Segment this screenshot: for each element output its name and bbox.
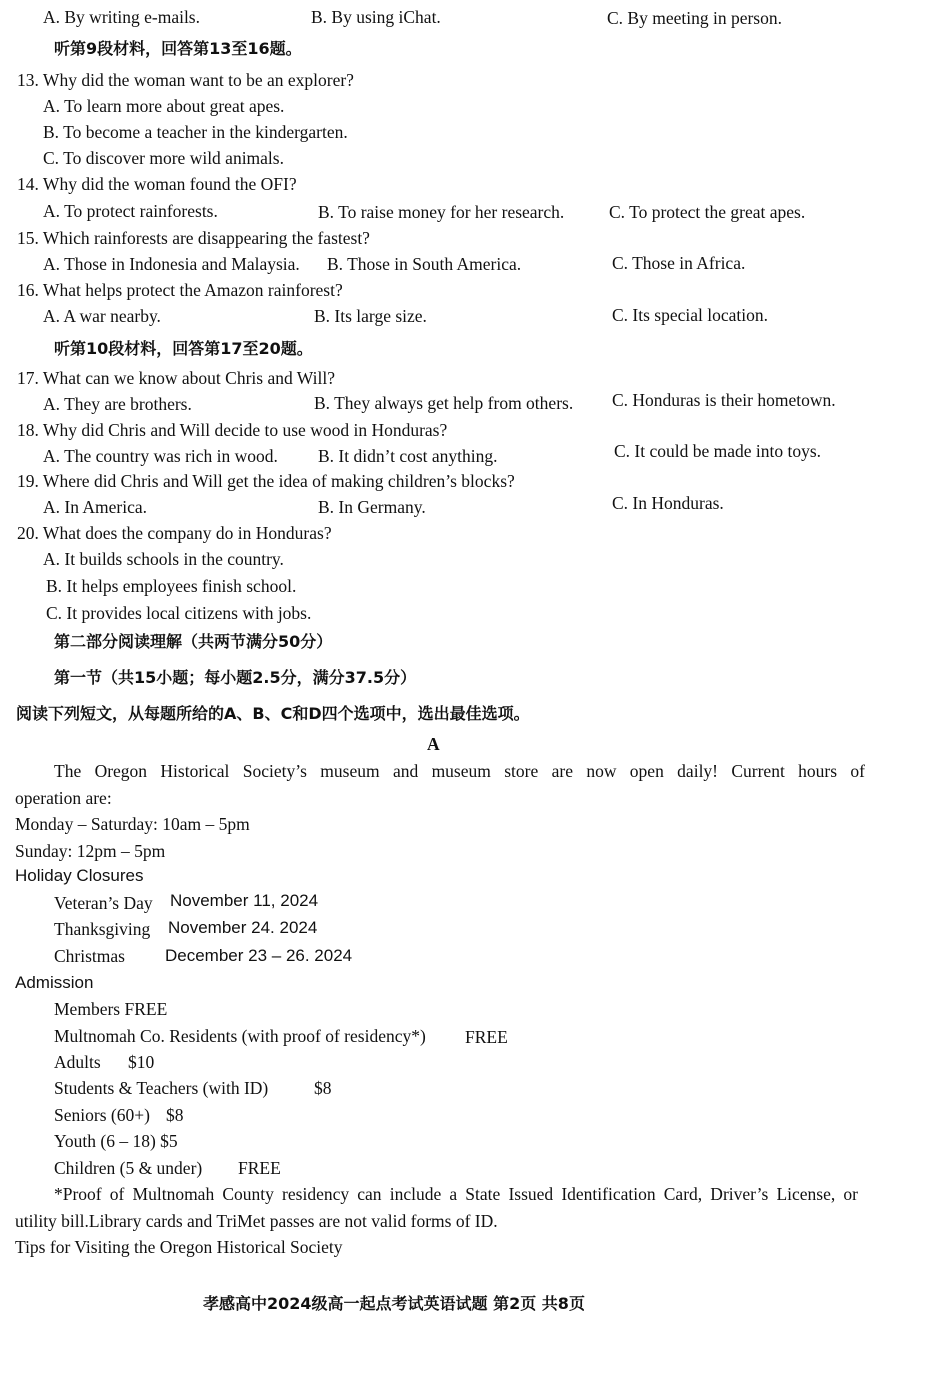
passage-label: A — [427, 734, 440, 754]
admission-price: $10 — [128, 1052, 155, 1072]
q15-option-a: A. Those in Indonesia and Malaysia. — [43, 254, 300, 274]
q19-option-c: C. In Honduras. — [612, 493, 724, 513]
q16-option-b: B. Its large size. — [314, 306, 427, 326]
admission-item: Multnomah Co. Residents (with proof of residency*) — [54, 1026, 426, 1046]
q17-option-a: A. They are brothers. — [43, 394, 192, 414]
q17-option-b: B. They always get help from others. — [314, 393, 574, 413]
q13-option-c: C. To discover more wild animals. — [43, 148, 284, 168]
q18-stem: 18. Why did Chris and Will decide to use wood in Honduras? — [17, 420, 448, 440]
admission-price: FREE — [465, 1027, 508, 1047]
section9-heading: 听第9段材料，回答第13至16题。 — [54, 39, 302, 58]
holiday-name: Thanksgiving — [54, 919, 151, 939]
holiday-name: Christmas — [54, 946, 125, 966]
q20-option-a: A. It builds schools in the country. — [43, 549, 284, 569]
page-footer: 孝感高中2024级高一起点考试英语试题 第2页 共8页 — [203, 1294, 585, 1313]
q13-stem: 13. Why did the woman want to be an explorer? — [17, 70, 354, 90]
q16-option-c: C. Its special location. — [612, 305, 769, 325]
q16-option-a: A. A war nearby. — [43, 306, 161, 326]
q17-option-c: C. Honduras is their hometown. — [612, 390, 836, 410]
q12-option-b: B. By using iChat. — [311, 7, 441, 27]
q17-stem: 17. What can we know about Chris and Will? — [17, 368, 335, 388]
admission-price: FREE — [238, 1158, 281, 1178]
admission-price: $8 — [314, 1078, 332, 1098]
holiday-name: Veteran’s Day — [54, 893, 153, 913]
q20-option-c: C. It provides local citizens with jobs. — [46, 603, 312, 623]
q19-stem: 19. Where did Chris and Will get the idea of making children’s blocks? — [17, 471, 515, 491]
holiday-date: December 23 – 26. 2024 — [165, 946, 353, 965]
q13-option-a: A. To learn more about great apes. — [43, 96, 285, 116]
admission-title: Admission — [15, 973, 94, 992]
q14-stem: 14. Why did the woman found the OFI? — [17, 174, 297, 194]
part2-heading: 第二部分阅读理解（共两节满分50分） — [54, 632, 333, 651]
q18-option-b: B. It didn’t cost anything. — [318, 446, 498, 466]
holiday-date: November 11, 2024 — [170, 891, 319, 910]
residency-note-line1: *Proof of Multnomah County residency can include a State Issued Identification Card, Driver’s License, or — [54, 1184, 858, 1204]
q20-stem: 20. What does the company do in Honduras? — [17, 523, 332, 543]
passage-intro-line2: operation are: — [15, 788, 112, 808]
holiday-date: November 24. 2024 — [168, 918, 318, 937]
q20-option-b: B. It helps employees finish school. — [46, 576, 297, 596]
q15-option-c: C. Those in Africa. — [612, 253, 746, 273]
passage-intro-line1: The Oregon Historical Society’s museum and museum store are now open daily! Current hours of — [54, 761, 865, 781]
hours-weekday: Monday – Saturday: 10am – 5pm — [15, 814, 250, 834]
q19-option-b: B. In Germany. — [318, 497, 426, 517]
reading-instructions: 阅读下列短文，从每题所给的A、B、C和D四个选项中，选出最佳选项。 — [16, 704, 530, 723]
q14-option-b: B. To raise money for her research. — [318, 202, 565, 222]
q14-option-c: C. To protect the great apes. — [609, 202, 806, 222]
tips-title: Tips for Visiting the Oregon Historical Society — [15, 1237, 343, 1257]
admission-price: $8 — [166, 1105, 184, 1125]
q13-option-b: B. To become a teacher in the kindergarten. — [43, 122, 348, 142]
q12-option-c: C. By meeting in person. — [607, 8, 782, 28]
admission-item: Children (5 & under) — [54, 1158, 203, 1178]
q12-option-a: A. By writing e-mails. — [43, 7, 200, 27]
residency-note-line2: utility bill.Library cards and TriMet passes are not valid forms of ID. — [15, 1211, 498, 1231]
admission-item: Youth (6 – 18) $5 — [54, 1131, 178, 1151]
hours-sunday: Sunday: 12pm – 5pm — [15, 841, 166, 861]
admission-item: Adults — [54, 1052, 101, 1072]
admission-item: Seniors (60+) — [54, 1105, 150, 1125]
q15-option-b: B. Those in South America. — [327, 254, 522, 274]
q15-stem: 15. Which rainforests are disappearing the fastest? — [17, 228, 370, 248]
q14-option-a: A. To protect rainforests. — [43, 201, 218, 221]
q18-option-a: A. The country was rich in wood. — [43, 446, 278, 466]
section10-heading: 听第10段材料，回答第17至20题。 — [54, 339, 313, 358]
q16-stem: 16. What helps protect the Amazon rainforest? — [17, 280, 343, 300]
admission-item: Members FREE — [54, 999, 168, 1019]
holiday-closures-title: Holiday Closures — [15, 866, 144, 885]
admission-item: Students & Teachers (with ID) — [54, 1078, 269, 1098]
section1-heading: 第一节（共15小题；每小题2.5分，满分37.5分） — [54, 668, 417, 687]
q19-option-a: A. In America. — [43, 497, 147, 517]
q18-option-c: C. It could be made into toys. — [614, 441, 822, 461]
